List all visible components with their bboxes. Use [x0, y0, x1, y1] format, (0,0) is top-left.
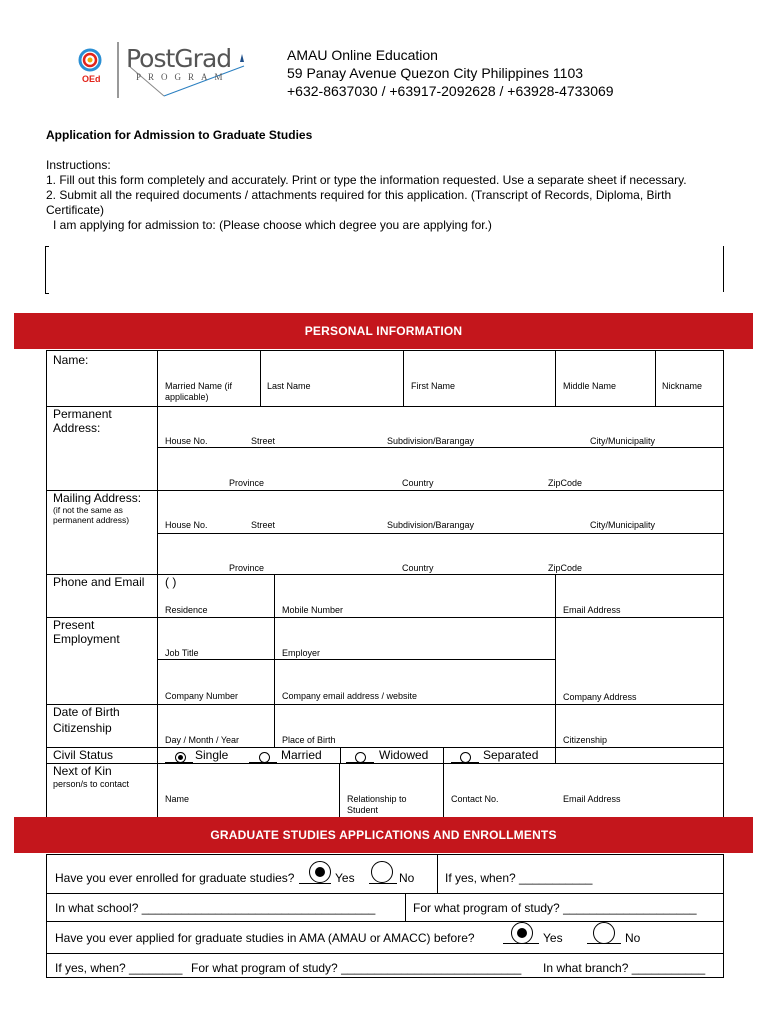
company-number-field[interactable]: Company Number	[165, 691, 239, 701]
civil-widowed-label: Widowed	[379, 748, 429, 762]
perm-city-field[interactable]: City/Municipality	[590, 436, 656, 446]
next-of-kin-note: person/s to contact	[53, 779, 130, 789]
mail-subdivision-field[interactable]: Subdivision/Barangay	[387, 520, 475, 530]
employer-field[interactable]: Employer	[282, 648, 321, 658]
perm-house-field[interactable]: House No.	[165, 436, 208, 446]
perm-street-field[interactable]: Street	[251, 436, 276, 446]
q3-yes-radio[interactable]	[511, 922, 533, 944]
mailing-address-label: Mailing Address:	[53, 491, 142, 505]
civil-separated-line	[451, 762, 479, 763]
phone-email-label: Phone and Email	[53, 575, 145, 589]
middle-name-field[interactable]: Middle Name	[563, 381, 617, 391]
mail-street-field[interactable]: Street	[251, 520, 276, 530]
kin-relationship-field[interactable]: Relationship to Student	[347, 794, 407, 815]
personal-information-header: PERSONAL INFORMATION	[14, 313, 753, 349]
q3-no-line	[587, 943, 621, 944]
q2-program-field[interactable]: For what program of study? ____________________	[413, 901, 697, 915]
postgrad-logo	[74, 40, 264, 110]
q1-no-label: No	[399, 871, 415, 885]
instruction-1: 1. Fill out this form completely and accurately. Print or type the information requested. Use a separate sheet if necessary.	[46, 173, 687, 187]
q1-when-field[interactable]: If yes, when? ___________	[445, 871, 593, 885]
mobile-number-field[interactable]: Mobile Number	[282, 605, 344, 615]
applying-for: I am applying for admission to: (Please choose which degree you are applying for.)	[53, 218, 492, 232]
place-of-birth-field[interactable]: Place of Birth	[282, 735, 336, 745]
q3-no-radio[interactable]	[593, 922, 615, 944]
civil-married-line	[249, 762, 277, 763]
degree-choice-box-edge	[723, 246, 724, 292]
company-address-field[interactable]: Company Address	[563, 692, 637, 702]
perm-subdivision-field[interactable]: Subdivision/Barangay	[387, 436, 475, 446]
civil-single-label: Single	[195, 748, 229, 762]
citizenship-field[interactable]: Citizenship	[563, 735, 608, 745]
mail-country-field[interactable]: Country	[402, 563, 434, 573]
kin-contact-field[interactable]: Contact No.	[451, 794, 499, 804]
perm-zip-field[interactable]: ZipCode	[548, 478, 583, 488]
q4-program-field[interactable]: For what program of study? ___________________________	[191, 961, 522, 975]
q3-yes-line	[503, 943, 539, 944]
instructions-heading: Instructions:	[46, 158, 111, 172]
married-name-field[interactable]: Married Name (if applicable)	[165, 381, 233, 402]
civil-married-label: Married	[281, 748, 322, 762]
q1-no-radio[interactable]	[371, 861, 393, 883]
q4-when-field[interactable]: If yes, when? ________	[55, 961, 183, 975]
form-title: Application for Admission to Graduate Studies	[46, 128, 313, 142]
residence-phone-field[interactable]: Residence	[165, 605, 208, 615]
job-title-field[interactable]: Job Title	[165, 648, 199, 658]
email-address-field[interactable]: Email Address	[563, 605, 621, 615]
q2-school-field[interactable]: In what school? ___________________________________	[55, 901, 376, 915]
q1-yes-line	[299, 883, 331, 884]
date-of-birth-label: Date of Birth	[53, 705, 120, 719]
instruction-2-cont: Certificate)	[46, 203, 105, 217]
perm-country-field[interactable]: Country	[402, 478, 434, 488]
civil-separated-label: Separated	[483, 748, 539, 762]
mail-house-field[interactable]: House No.	[165, 520, 208, 530]
citizenship-label: Citizenship	[53, 721, 112, 735]
kin-name-field[interactable]: Name	[165, 794, 190, 804]
graduate-studies-header: GRADUATE STUDIES APPLICATIONS AND ENROLLMENTS	[14, 817, 753, 853]
org-name: AMAU Online Education	[287, 47, 438, 63]
permanent-address-label: Permanent Address:	[53, 407, 112, 435]
civil-single-line	[165, 762, 193, 763]
mailing-address-note: (if not the same as permanent address)	[53, 505, 130, 525]
first-name-field[interactable]: First Name	[411, 381, 456, 391]
last-name-field[interactable]: Last Name	[267, 381, 311, 391]
perm-province-field[interactable]: Province	[229, 478, 265, 488]
civil-status-label: Civil Status	[53, 748, 114, 762]
area-code-paren: ( )	[165, 575, 177, 589]
org-address: 59 Panay Avenue Quezon City Philippines 1103	[287, 65, 584, 81]
instruction-2: 2. Submit all the required documents / attachments required for this application. (Transcript of Records, Diploma, Birth	[46, 188, 672, 202]
logo-mark: OEd	[82, 74, 101, 84]
degree-choice-box[interactable]	[45, 246, 49, 294]
dob-field[interactable]: Day / Month / Year	[165, 735, 240, 745]
company-email-field[interactable]: Company email address / website	[282, 691, 418, 701]
logo-brand: PostGrad	[126, 44, 232, 73]
q3-applied-text: Have you ever applied for graduate studies in AMA (AMAU or AMACC) before?	[55, 931, 475, 945]
q1-enrolled-text: Have you ever enrolled for graduate studies?	[55, 871, 295, 885]
q3-no-label: No	[625, 931, 641, 945]
mail-zip-field[interactable]: ZipCode	[548, 563, 583, 573]
nickname-field[interactable]: Nickname	[662, 381, 703, 391]
kin-email-field[interactable]: Email Address	[563, 794, 621, 804]
q1-yes-radio[interactable]	[309, 861, 331, 883]
civil-widowed-line	[346, 762, 374, 763]
org-phones: +632-8637030 / +63917-2092628 / +63928-4733069	[287, 83, 614, 99]
q3-yes-label: Yes	[543, 931, 563, 945]
personal-information-table	[46, 350, 724, 818]
logo-sub: PROGRAM	[136, 72, 230, 82]
q4-branch-field[interactable]: In what branch? ___________	[543, 961, 706, 975]
q1-no-line	[369, 883, 397, 884]
employment-label: Present Employment	[53, 618, 120, 646]
mail-city-field[interactable]: City/Municipality	[590, 520, 656, 530]
name-label: Name:	[53, 353, 89, 367]
graduate-studies-table	[46, 854, 724, 978]
mail-province-field[interactable]: Province	[229, 563, 265, 573]
q1-yes-label: Yes	[335, 871, 355, 885]
next-of-kin-label: Next of Kin	[53, 764, 112, 778]
